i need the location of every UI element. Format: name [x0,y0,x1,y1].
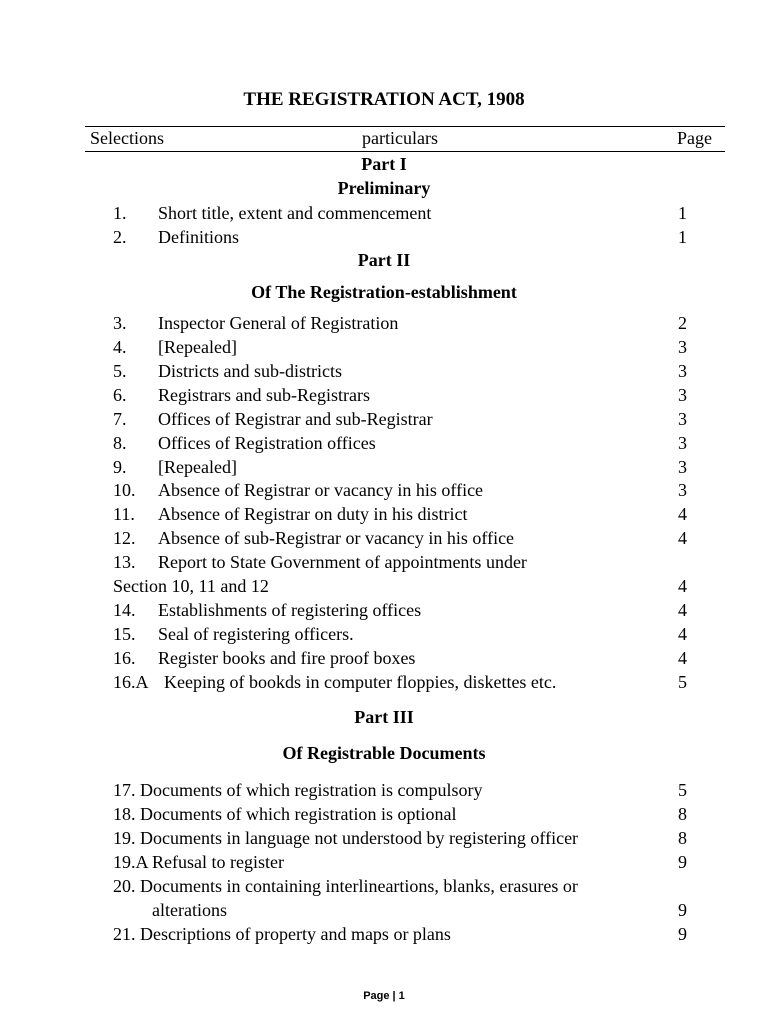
entry-number: 4. [113,337,127,357]
toc-entry [0,337,768,361]
toc-entry [0,828,768,852]
entry-text: [Repealed] [158,457,237,477]
entry-number: 7. [113,409,127,429]
entry-text: Absence of Registrar on duty in his district [158,504,468,524]
entry-text: 21. Descriptions of property and maps or plans [113,924,451,944]
entry-text: alterations [152,900,227,920]
toc-entry-continuation [0,900,768,924]
entry-number: 3. [113,313,127,333]
entry-page: 8 [678,828,687,848]
entry-number: 12. [113,528,136,548]
entry-page: 3 [678,480,687,500]
entry-text: Offices of Registration offices [158,433,376,453]
header-top-rule [85,126,725,127]
toc-entry [0,804,768,828]
part-1-title: Part I [361,154,407,174]
toc-entry-continuation [0,576,768,600]
entry-text: Districts and sub-districts [158,361,342,381]
entry-page: 5 [678,672,687,692]
entry-text: Offices of Registrar and sub-Registrar [158,409,433,429]
toc-entry [0,433,768,457]
part-2-subtitle: Of The Registration-establishment [251,282,517,302]
entry-number: 5. [113,361,127,381]
toc-entry [0,361,768,385]
toc-entry [0,457,768,481]
entry-page: 3 [678,457,687,477]
toc-entry [0,648,768,672]
toc-entry [0,504,768,528]
entry-page: 4 [678,624,687,644]
entry-text: [Repealed] [158,337,237,357]
entry-text: Register books and fire proof boxes [158,648,416,668]
entry-text: Keeping of bookds in computer floppies, diskettes etc. [164,672,557,692]
entry-number: 15. [113,624,136,644]
toc-entry [0,227,768,251]
entry-number: 13. [113,552,136,572]
entry-number: 16.A [113,672,149,692]
column-header-particulars: particulars [362,128,438,148]
part-3-title: Part III [354,707,414,727]
entry-number: 10. [113,480,136,500]
entry-page: 4 [678,600,687,620]
entry-page: 3 [678,433,687,453]
entry-text: Seal of registering officers. [158,624,354,644]
entry-text: Report to State Government of appointments under [158,552,527,572]
entry-page: 3 [678,337,687,357]
toc-entry [0,780,768,804]
entry-text: Establishments of registering offices [158,600,422,620]
document-title: THE REGISTRATION ACT, 1908 [243,89,525,110]
entry-number: 6. [113,385,127,405]
toc-entry [0,852,768,876]
entry-page: 3 [678,409,687,429]
entry-number: 16. [113,648,136,668]
column-header-page: Page [677,128,712,148]
toc-entry [0,409,768,433]
entry-text: Inspector General of Registration [158,313,399,333]
part-3-subtitle: Of Registrable Documents [282,743,486,763]
entry-number: 14. [113,600,136,620]
entry-text: Section 10, 11 and 12 [113,576,269,596]
part-2-title: Part II [357,250,411,270]
entry-number: 11. [113,504,135,524]
entry-text: Definitions [158,227,239,247]
entry-text: Absence of Registrar or vacancy in his office [158,480,484,500]
column-header-selections: Selections [90,128,164,148]
header-bottom-rule [85,151,725,152]
toc-entry [0,313,768,337]
entry-page: 3 [678,385,687,405]
entry-page: 1 [678,203,687,223]
toc-entry [0,876,768,900]
entry-text: Registrars and sub-Registrars [158,385,370,405]
entry-text: Absence of sub-Registrar or vacancy in his office [158,528,515,548]
entry-text: 18. Documents of which registration is optional [113,804,457,824]
toc-entry [0,924,768,948]
toc-entry [0,600,768,624]
entry-text: 19.A Refusal to register [113,852,284,872]
entry-page: 2 [678,313,687,333]
toc-entry [0,385,768,409]
entry-number: 9. [113,457,127,477]
entry-page: 1 [678,227,687,247]
entry-page: 3 [678,361,687,381]
entry-page: 8 [678,804,687,824]
entry-page: 9 [678,852,687,872]
entry-page: 4 [678,648,687,668]
toc-entry [0,624,768,648]
entry-page: 4 [678,528,687,548]
toc-entry [0,480,768,504]
entry-number: 2. [113,227,127,247]
toc-entry [0,203,768,227]
entry-page: 4 [678,576,687,596]
entry-page: 4 [678,504,687,524]
part-1-subtitle: Preliminary [337,178,431,198]
entry-page: 9 [678,900,687,920]
entry-page: 9 [678,924,687,944]
entry-number: 1. [113,203,127,223]
entry-text: 17. Documents of which registration is compulsory [113,780,483,800]
entry-text: 19. Documents in language not understood by registering officer [113,828,579,848]
entry-page: 5 [678,780,687,800]
toc-entry [0,552,768,576]
toc-entry [0,672,768,696]
toc-entry [0,528,768,552]
page-footer: Page | 1 [363,990,405,1002]
entry-number: 8. [113,433,127,453]
entry-text: Short title, extent and commencement [158,203,432,223]
entry-text: 20. Documents in containing interlineartions, blanks, erasures or [113,876,578,896]
